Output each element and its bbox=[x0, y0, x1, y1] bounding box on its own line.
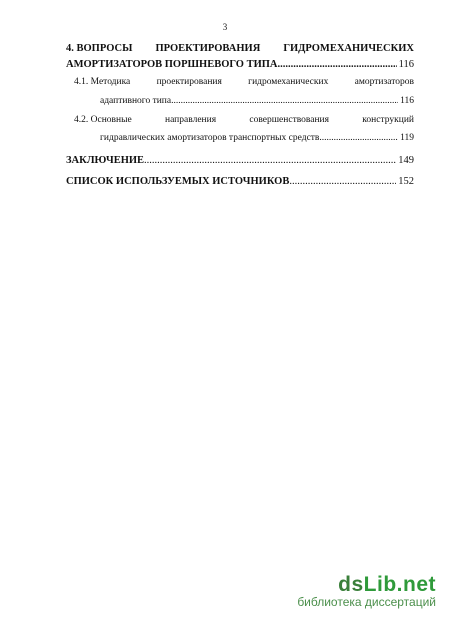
toc-entry-4-page: 116 bbox=[398, 59, 414, 70]
toc-sources bbox=[66, 175, 414, 188]
page-number: 3 bbox=[222, 22, 228, 32]
toc-entry-4-2-word: направления bbox=[165, 115, 217, 125]
toc-entry-4-2-word: конструкций bbox=[362, 115, 414, 125]
toc-entry-4-2-heading bbox=[74, 114, 414, 127]
toc-entry-4-word: ПРОЕКТИРОВАНИЯ bbox=[155, 43, 261, 54]
toc-entry-4-2-word: 4.2. Основные bbox=[74, 115, 132, 125]
toc-entry-4-1-heading bbox=[74, 76, 414, 89]
toc-entry-4-1-page: 116 bbox=[400, 96, 414, 106]
leader-dots bbox=[144, 154, 396, 167]
toc-entry-4-1-word: проектирования bbox=[156, 77, 222, 87]
toc-entry-4-1-word: 4.1. Методика bbox=[74, 77, 131, 87]
toc-conclusion-page: 149 bbox=[398, 155, 414, 166]
toc-entry-4-title-end: АМОРТИЗАТОРОВ ПОРШНЕВОГО ТИПА bbox=[66, 59, 278, 70]
toc-entry-4-2-title-end: гидравлических амортизаторов транспортных средств bbox=[100, 133, 320, 143]
leader-dots bbox=[171, 95, 398, 108]
watermark-logo bbox=[297, 573, 436, 609]
toc-entry-4-1-word: гидромеханических bbox=[248, 77, 329, 87]
toc-entry-4-heading bbox=[66, 42, 414, 55]
watermark-brand-prefix: ds bbox=[338, 573, 364, 596]
toc-sources-title: СПИСОК ИСПОЛЬЗУЕМЫХ ИСТОЧНИКОВ bbox=[66, 176, 290, 187]
toc-entry-4-2-continuation bbox=[100, 132, 414, 145]
toc-entry-4-continuation bbox=[66, 58, 414, 71]
toc-sources-page: 152 bbox=[398, 176, 414, 187]
toc-conclusion-title: ЗАКЛЮЧЕНИЕ bbox=[66, 155, 145, 166]
toc-entry-4-1-title-end: адаптивного типа bbox=[100, 96, 172, 106]
toc-conclusion bbox=[66, 154, 414, 167]
toc-entry-4-2-page: 119 bbox=[400, 133, 414, 143]
watermark-brand-name: Lib.net bbox=[363, 573, 436, 596]
toc-entry-4-1-continuation bbox=[100, 95, 414, 108]
watermark-tagline: библиотека диссертаций bbox=[297, 595, 436, 609]
watermark-brand bbox=[297, 573, 436, 597]
leader-dots bbox=[278, 58, 397, 71]
toc-entry-4-word: 4. ВОПРОСЫ bbox=[66, 43, 133, 54]
leader-dots bbox=[319, 132, 398, 145]
leader-dots bbox=[289, 175, 396, 188]
toc-entry-4-2-word: совершенствования bbox=[249, 115, 330, 125]
toc-entry-4-1-word: амортизаторов bbox=[354, 77, 414, 87]
toc-entry-4-word: ГИДРОМЕХАНИЧЕСКИХ bbox=[283, 43, 414, 54]
